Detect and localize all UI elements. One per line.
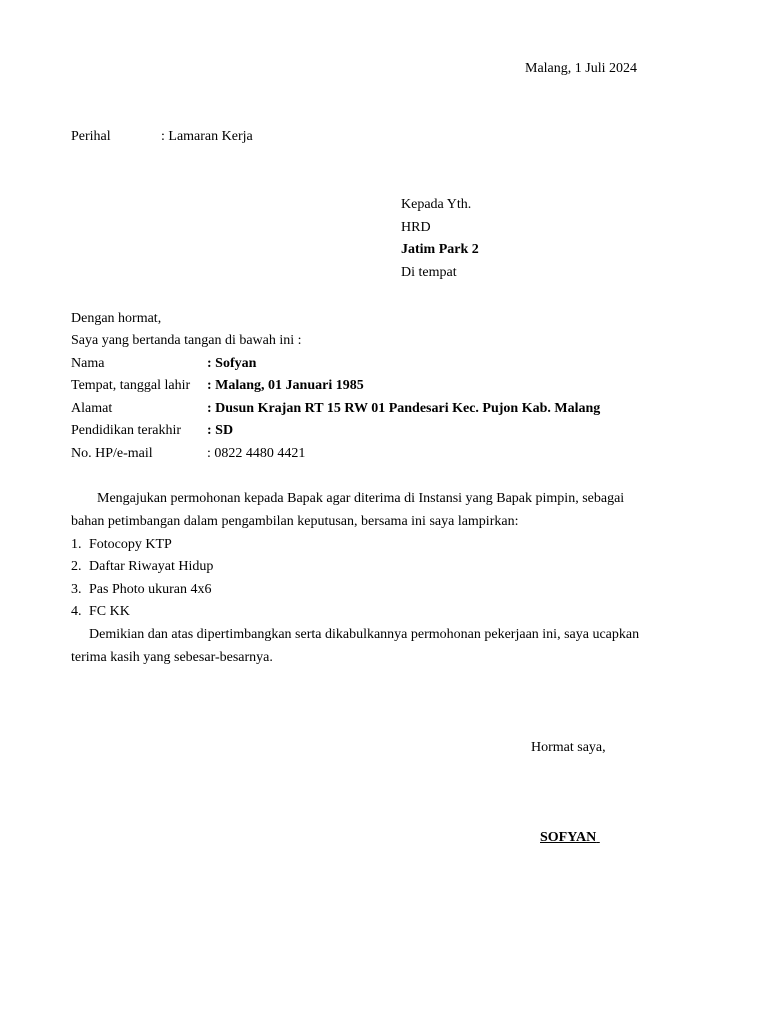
subject-label: Perihal <box>71 129 111 144</box>
greeting: Dengan hormat, <box>71 311 162 326</box>
list-text: FC KK <box>89 604 130 619</box>
field-label: Pendidikan terakhir <box>71 423 182 438</box>
list-number: 4. <box>71 604 82 619</box>
list-number: 2. <box>71 559 82 574</box>
field-value: : SD <box>207 423 234 438</box>
field-label: Nama <box>71 356 105 371</box>
list-text: Pas Photo ukuran 4x6 <box>89 582 212 597</box>
body-paragraph-line1: Mengajukan permohonan kepada Bapak agar diterima di Instansi yang Bapak pimpin, sebagai <box>97 491 625 506</box>
recipient-department: HRD <box>401 220 431 235</box>
signature-name <box>540 827 600 850</box>
list-number: 3. <box>71 582 82 597</box>
field-label: No. HP/e-mail <box>71 446 153 461</box>
list-text: Fotocopy KTP <box>89 537 172 552</box>
recipient-company: Jatim Park 2 <box>401 242 479 257</box>
field-label: Tempat, tanggal lahir <box>71 378 191 393</box>
subject-value: : Lamaran Kerja <box>161 129 253 144</box>
closing-paragraph-line2: terima kasih yang sebesar-besarnya. <box>71 650 273 665</box>
intro-line: Saya yang bertanda tangan di bawah ini : <box>71 333 302 348</box>
recipient-place: Di tempat <box>401 265 457 280</box>
regards: Hormat saya, <box>531 740 606 755</box>
body-paragraph-line2: bahan petimbangan dalam pengambilan keputusan, bersama ini saya lampirkan: <box>71 514 519 529</box>
field-label: Alamat <box>71 401 113 416</box>
field-value: : Dusun Krajan RT 15 RW 01 Pandesari Kec. Pujon Kab. Malang <box>207 401 601 416</box>
list-text: Daftar Riwayat Hidup <box>89 559 214 574</box>
field-value: : Sofyan <box>207 356 257 371</box>
closing-paragraph-line1: Demikian dan atas dipertimbangkan serta dikabulkannya permohonan pekerjaan ini, saya ucapkan <box>89 627 640 642</box>
field-value: : Malang, 01 Januari 1985 <box>207 378 364 393</box>
letter-date: Malang, 1 Juli 2024 <box>525 61 637 76</box>
field-value: : 0822 4480 4421 <box>207 446 306 461</box>
list-number: 1. <box>71 537 82 552</box>
signature-text: SOFYAN <box>540 830 597 845</box>
recipient-salutation: Kepada Yth. <box>401 197 472 212</box>
